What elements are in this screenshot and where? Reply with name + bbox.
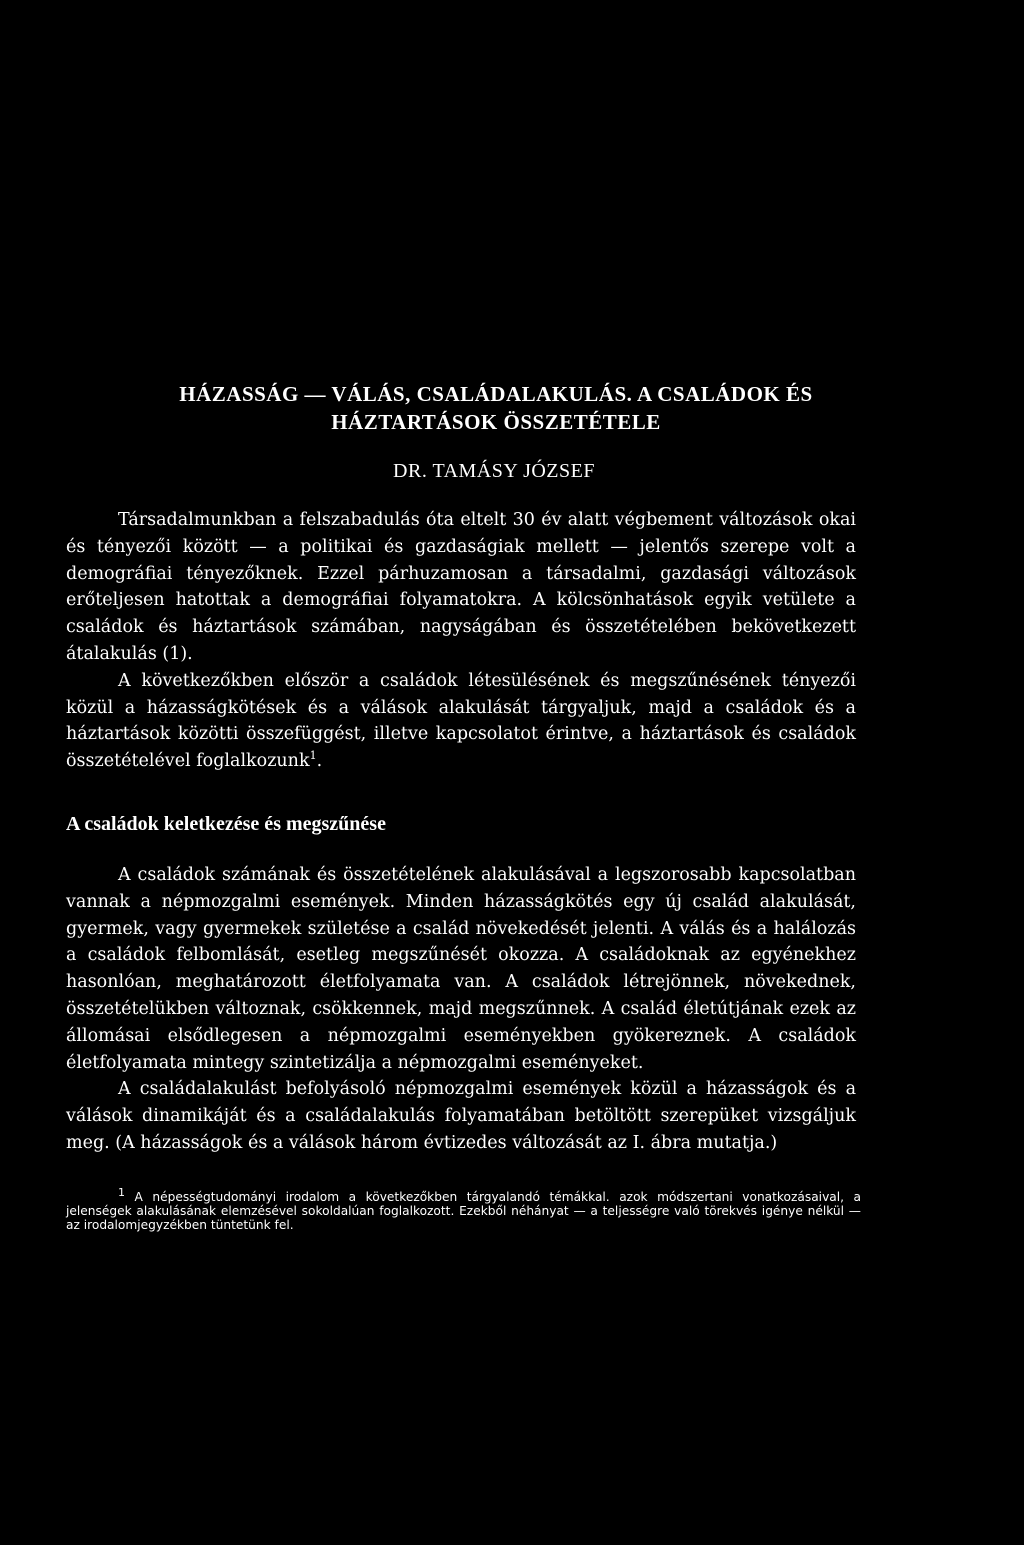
section-paragraph-2: A családalakulást befolyásoló népmozgalmi események közül a házasságok és a válások dinamikáját és a családalakulás folyamatában betöltött szerepüket vizsgáljuk meg. (A házasságok és a válások három évtizedes változását az I. ábra mutatja.) [66,1079,856,1153]
article-title-line-2: HÁZTARTÁSOK ÖSSZETÉTELE [331,410,661,434]
footnote-divider [118,1183,218,1184]
article-title [66,380,956,436]
article-title-line-1: HÁZASSÁG — VÁLÁS, CSALÁDALAKULÁS. A CSALÁDOK ÉS [179,382,813,406]
intro-paragraph-2-end: . [316,751,323,772]
footnote-marker: 1 [118,1185,125,1199]
footnote [66,1185,861,1233]
footnote-text: A népességtudományi irodalom a következőkben tárgyalandó témákkal. azok módszertani vonatkozásaival, a jelenségek alakulásának elemzésével sokoldalúan foglalkozott. Ezekből néhányat — a teljességre való törekvés igénye nélkül — az irodalomjegyzékben tüntetünk fel. [66,1189,861,1233]
intro-paragraph-2 [66,668,856,775]
intro-paragraph-1: Társadalmunkban a felszabadulás óta eltelt 30 év alatt végbement változások okai és tényezői között — a politikai és gazdaságiak mellett — jelentős szerepe volt a demográfiai tényezőknek. Ezzel párhuzamosan a társadalmi, gazdasági változások erőteljesen hatottak a demográfiai folyamatokra. A kölcsönhatások egyik vetülete a családok és háztartások számában, nagyságában és összetételében bekövetkezett átalakulás (1). [66,510,856,664]
section-paragraph-1: A családok számának és összetételének alakulásával a legszorosabb kapcsolatban vannak a népmozgalmi események. Minden házasságkötés egy új család alakulását, gyermek, vagy gyermekek születése a család növekedését jelenti. A válás és a halálozás a családok felbomlását, esetleg megszűnését okozza. A családoknak az egyénekhez hasonlóan, meghatározott életfolyamata van. A családok létrejönnek, növekednek, összetételükben változnak, csökkennek, majd megszűnnek. A család életútjának ezek az állomásai elsődlegesen a népmozgalmi eseményekben gyökereznek. A családok életfolyamata mintegy szintetizálja a népmozgalmi eseményeket. [66,864,856,1073]
author-name: DR. TAMÁSY JÓZSEF [393,460,595,482]
section-heading: A családok keletkezése és megszűnése [66,812,386,835]
document-page [66,380,956,1233]
intro-paragraph-2-text: A következőkben először a családok létesülésének és megszűnésének tényezői közül a házasságkötések és a válások alakulását tárgyaljuk, majd a családok és a háztartások közötti összefüggést, illetve kapcsolatot érintve, a háztartások és családok összetételével foglalkozunk [66,670,856,772]
footnote-reference[interactable]: 1 [309,749,317,763]
